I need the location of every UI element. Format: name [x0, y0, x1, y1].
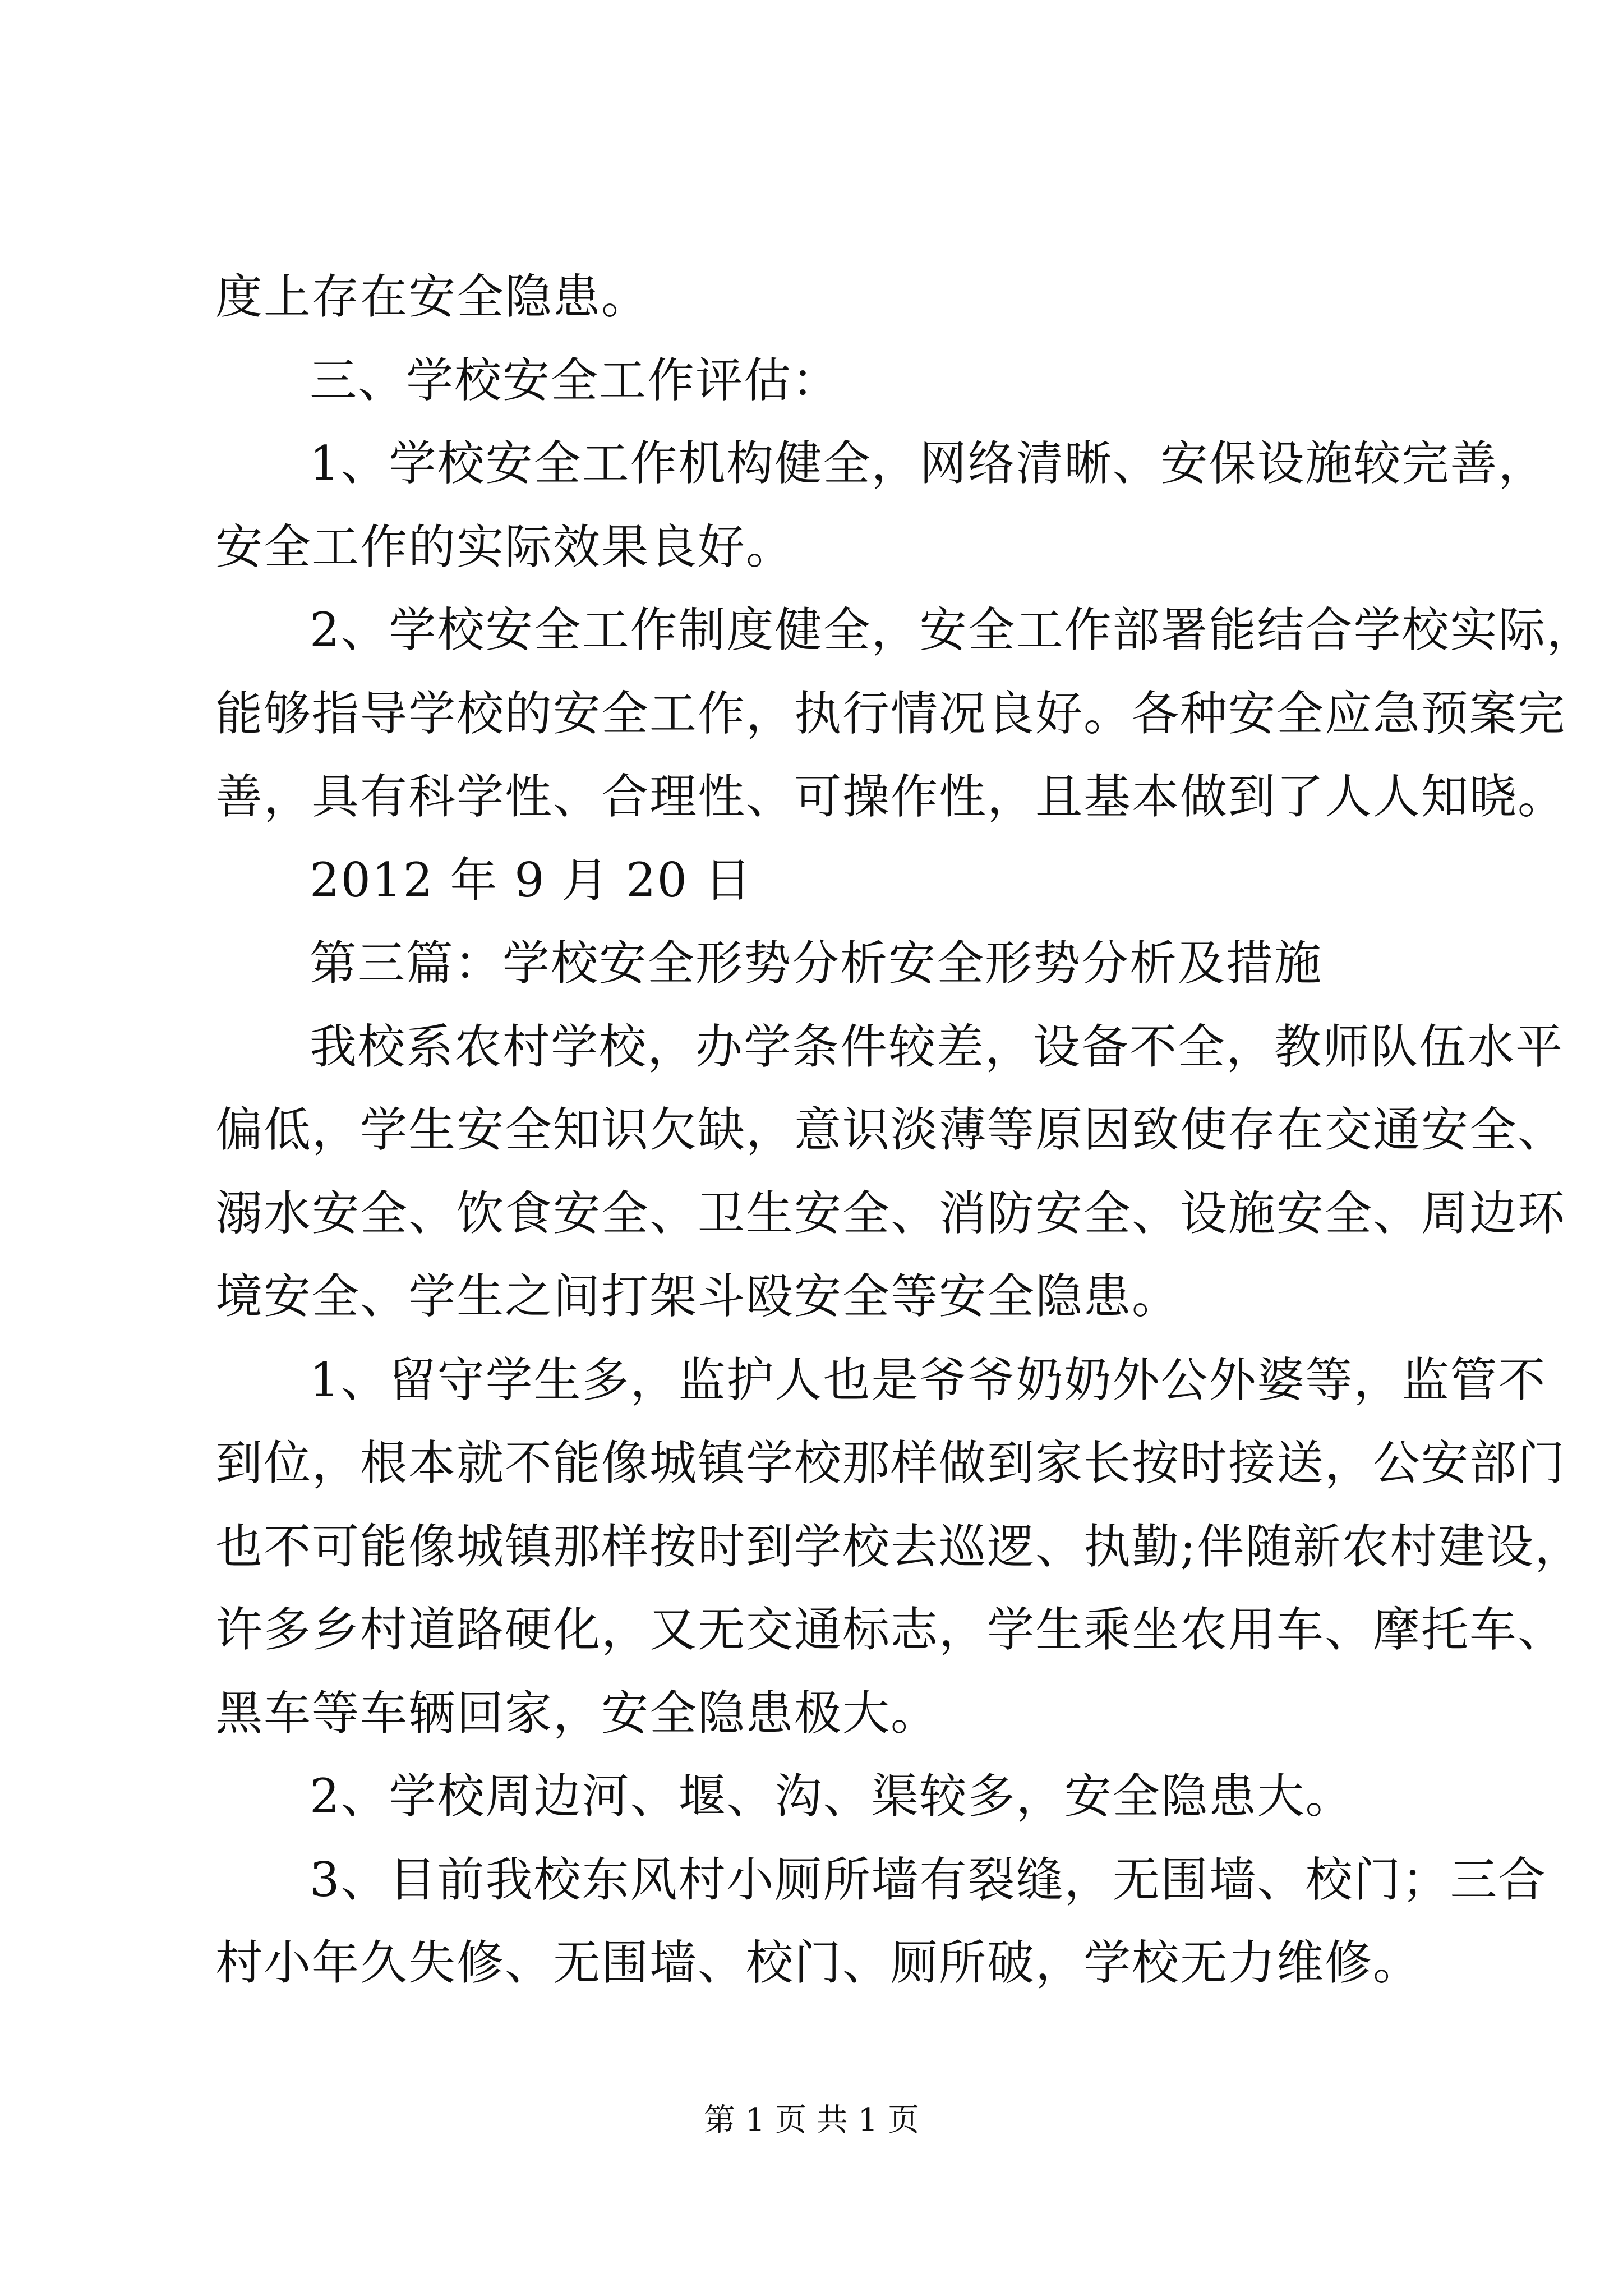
text-line: 1、学校安全工作机构健全，网络清晰、安保设施较完善，	[310, 436, 1547, 491]
section-heading: 三、学校安全工作评估：	[310, 352, 841, 408]
text-line: 溺水安全、饮食安全、卫生安全、消防安全、设施安全、周边环	[215, 1185, 1566, 1241]
text-line: 2、学校安全工作制度健全，安全工作部署能结合学校实际，	[310, 602, 1595, 657]
text-line: 1、留守学生多，监护人也是爷爷奶奶外公外婆等，监管不	[310, 1352, 1547, 1407]
text-line: 2、学校周边河、堰、沟、渠较多，安全隐患大。	[310, 1769, 1354, 1824]
text-line: 度上存在安全隐患。	[215, 269, 650, 324]
text-line: 偏低，学生安全知识欠缺，意识淡薄等原因致使存在交通安全、	[215, 1102, 1566, 1157]
text-line: 境安全、学生之间打架斗殴安全等安全隐患。	[215, 1269, 1181, 1324]
text-line: 村小年久失修、无围墙、校门、厕所破，学校无力维修。	[215, 1935, 1422, 1990]
text-line: 3、目前我校东风村小厕所墙有裂缝，无围墙、校门；三合	[310, 1852, 1547, 1907]
text-line: 能够指导学校的安全工作，执行情况良好。各种安全应急预案完	[215, 685, 1566, 741]
text-line: 善，具有科学性、合理性、可操作性，且基本做到了人人知晓。	[215, 769, 1566, 824]
text-line: 我校系农村学校，办学条件较差，设备不全，教师队伍水平	[310, 1019, 1564, 1074]
date-line: 2012 年 9 月 20 日	[310, 852, 753, 908]
text-line: 黑车等车辆回家，安全隐患极大。	[215, 1685, 939, 1741]
document-body	[215, 255, 1595, 2005]
text-line: 安全工作的实际效果良好。	[215, 519, 795, 574]
text-line: 到位，根本就不能像城镇学校那样做到家长按时接送，公安部门	[215, 1435, 1566, 1490]
chapter-title: 第三篇：学校安全形势分析安全形势分析及措施	[310, 936, 1323, 991]
page-footer: 第 1 页 共 1 页	[703, 2102, 920, 2138]
text-line: 也不可能像城镇那样按时到学校去巡逻、执勤;伴随新农村建设，	[215, 1519, 1583, 1574]
text-line: 许多乡村道路硬化，又无交通标志，学生乘坐农用车、摩托车、	[215, 1602, 1566, 1657]
